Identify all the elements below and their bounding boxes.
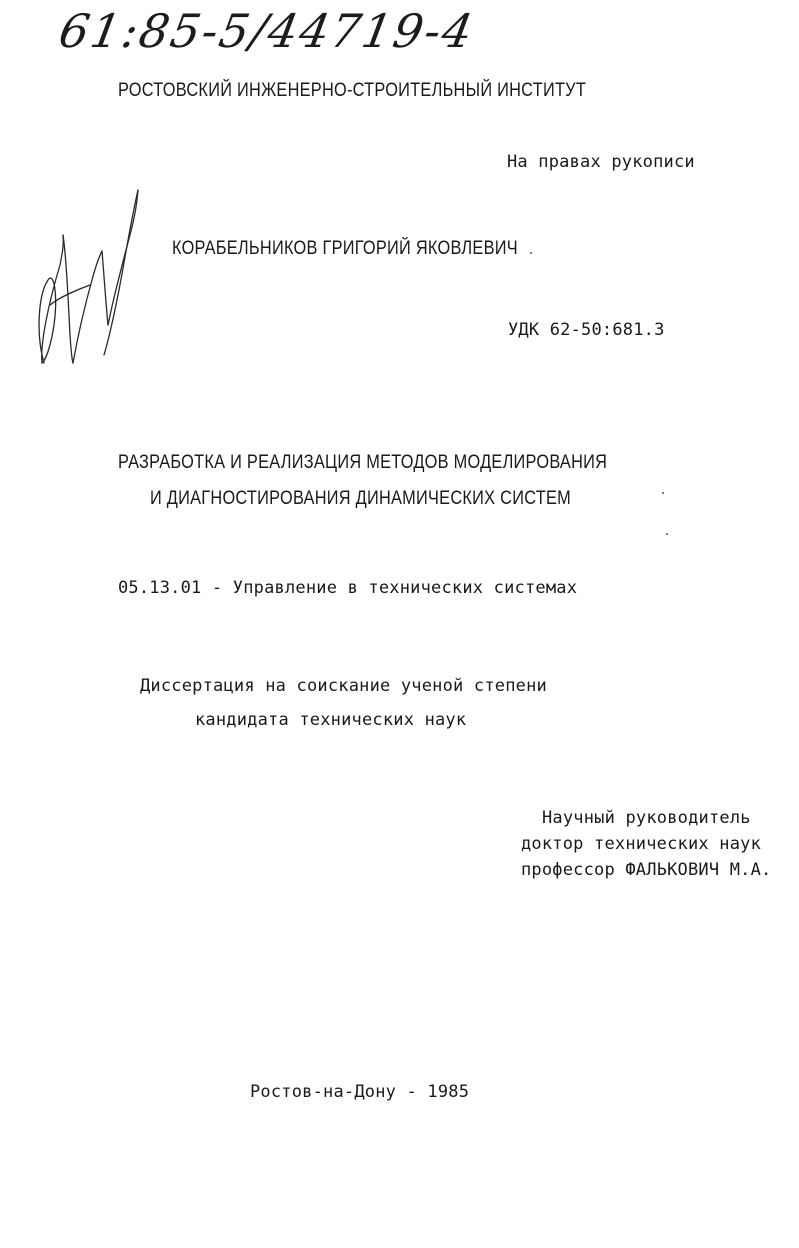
institute-name: РОСТОВСКИЙ ИНЖЕНЕРНО-СТРОИТЕЛЬНЫЙ ИНСТИТУТ [118,80,587,101]
handwritten-archive-code: 61:85-5/44719-4 [55,4,479,58]
supervisor-line-3: профессор ФАЛЬКОВИЧ М.А. [521,860,772,880]
supervisor-line-1: Научный руководитель [542,808,751,828]
degree-line-1: Диссертация на соискание ученой степени [140,676,547,696]
udc-code: УДК 62-50:681.3 [508,320,665,340]
degree-line-2: кандидата технических наук [195,710,467,730]
place-year: Ростов-на-Дону - 1985 [250,1082,470,1102]
specialty-line: 05.13.01 - Управление в технических системах [118,578,578,598]
author-name: КОРАБЕЛЬНИКОВ ГРИГОРИЙ ЯКОВЛЕВИЧ [172,238,518,259]
scan-speck [666,533,668,535]
title-line-2: И ДИАГНОСТИРОВАНИЯ ДИНАМИЧЕСКИХ СИСТЕМ [150,488,571,509]
signature-icon [30,185,145,370]
rights-note: На правах рукописи [507,152,695,172]
scan-speck [530,252,532,254]
supervisor-line-2: доктор технических наук [521,834,762,854]
scan-speck [662,492,664,494]
title-line-1: РАЗРАБОТКА И РЕАЛИЗАЦИЯ МЕТОДОВ МОДЕЛИРОВАНИЯ [118,452,608,473]
